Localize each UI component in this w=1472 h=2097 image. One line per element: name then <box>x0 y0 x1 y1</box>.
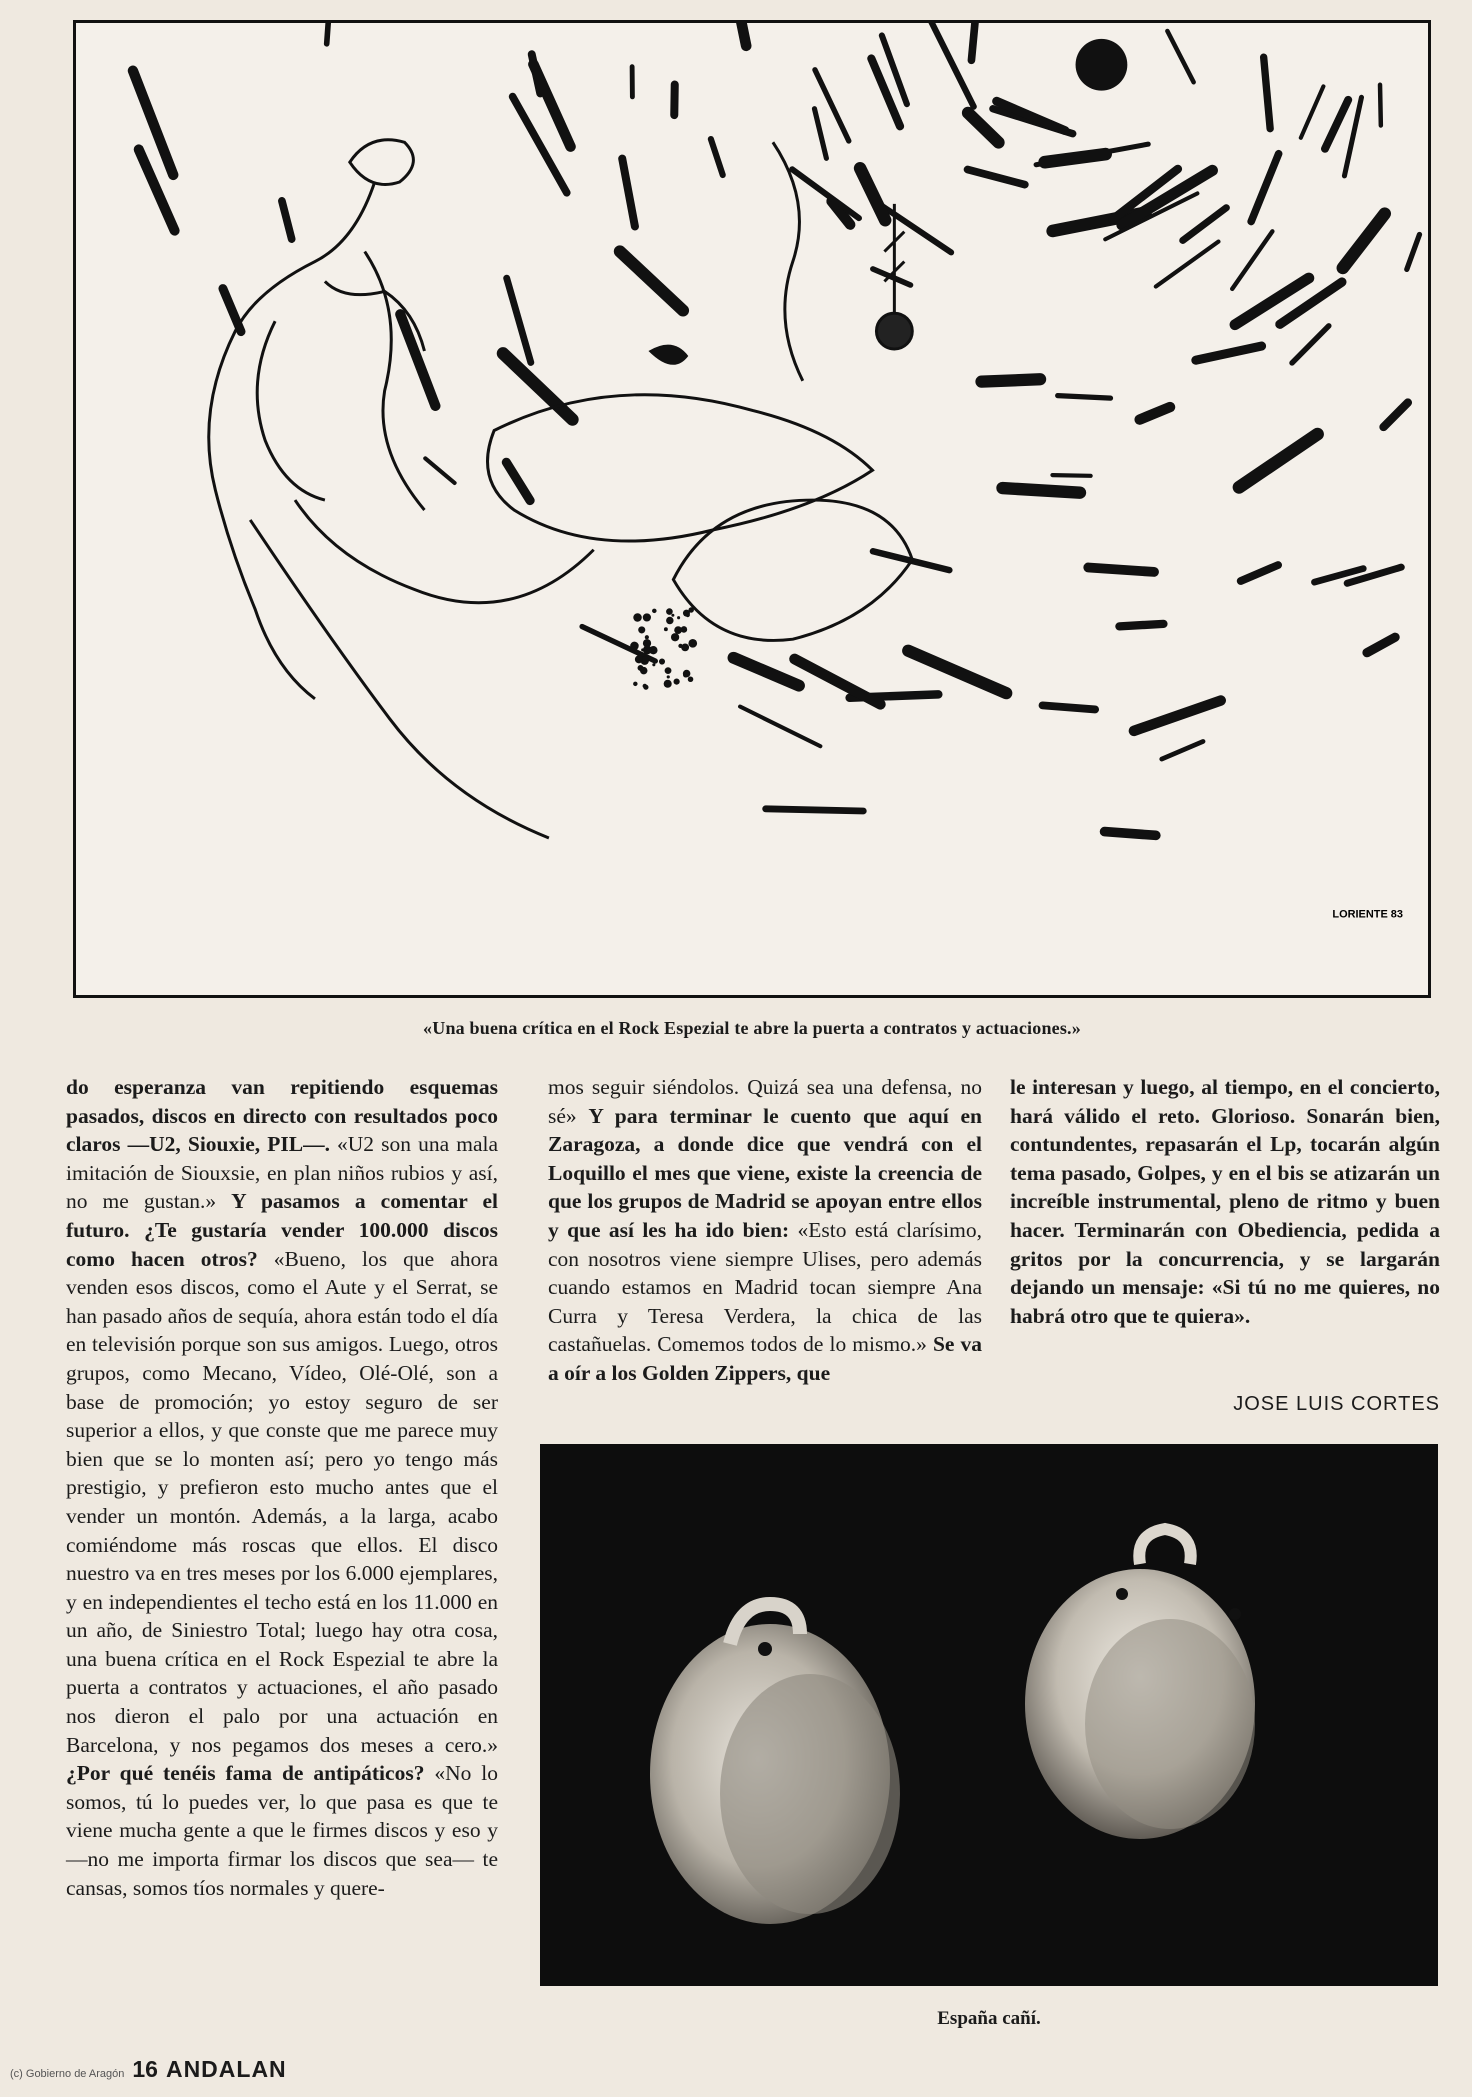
castanets-photo <box>540 1444 1438 1986</box>
artist-signature: LORIENTE 83 <box>1332 908 1404 921</box>
spatter-dot <box>677 616 680 619</box>
text-run: le interesan y luego, al tiempo, en el concierto, hará válido el reto. Glorioso. Sonarán bien, contundentes, repasarán el Lp, tocarán algún tema pasado, Golpes, y en el bis se atizarán un increíble instrumental, pleno de ritmo y buen hacer. Terminarán con Obediencia, pedida a gritos por la concurrencia, y se largarán dejando un mensaje: «Si tú no me quieres, no habrá otro que te quiera». <box>1010 1075 1440 1328</box>
shard-stroke <box>1251 154 1279 222</box>
spatter-dot <box>641 648 644 651</box>
text-run: «U2 son una mala imitación de Siouxsie, en plan niños rubios y así, no me gustan.» <box>66 1132 499 1214</box>
text-run: do esperanza van repitiendo esquemas pasados, discos en directo con resultados poco claros —U2, Siouxie, PIL—. <box>66 1075 498 1157</box>
page-number: 16 <box>132 2056 158 2082</box>
shard-stroke <box>1058 396 1111 399</box>
shard-stroke <box>908 651 1006 693</box>
spatter-dot <box>681 643 689 651</box>
shard-stroke <box>734 658 799 686</box>
text-run: mos seguir siéndolos. Quizá sea una defensa, no sé» <box>548 1075 982 1128</box>
column-paragraph <box>1010 1073 1440 1330</box>
spatter-dot <box>652 609 657 614</box>
column-paragraph <box>66 1073 498 1902</box>
spatter-dot <box>633 613 641 621</box>
shard-stroke <box>814 109 826 159</box>
spatter-dot <box>643 685 648 690</box>
shard-stroke <box>711 139 723 175</box>
shard-stroke <box>971 23 981 60</box>
spatter-dot <box>630 642 639 651</box>
shard-stroke <box>1052 475 1090 476</box>
shard-stroke <box>1232 231 1272 289</box>
shard-stroke <box>620 251 683 310</box>
spatter-dot <box>671 633 679 641</box>
spatter-dot <box>688 676 694 682</box>
spatter-dot <box>666 617 673 624</box>
spatter-dot <box>666 608 673 615</box>
spatter-dot <box>674 679 680 685</box>
shard-stroke <box>1134 701 1221 731</box>
spatter-dot <box>683 610 690 617</box>
shard-stroke <box>1343 214 1385 268</box>
shard-stroke <box>968 170 1025 185</box>
shard-stroke <box>873 269 911 285</box>
shard-stroke <box>533 64 570 146</box>
shard-stroke <box>1239 434 1317 487</box>
shard-stroke <box>1119 624 1163 627</box>
shard-stroke <box>425 458 454 483</box>
matador-figure <box>209 140 594 838</box>
shard-stroke <box>740 707 820 747</box>
spatter-dot <box>652 663 655 666</box>
spatter-dot <box>640 667 647 674</box>
shard-stroke <box>925 23 974 107</box>
shard-stroke <box>1043 705 1096 709</box>
spatter-dot <box>664 680 672 688</box>
article-column-3 <box>1010 1073 1440 1330</box>
magazine-name: ANDALAN <box>165 2056 287 2082</box>
article-column-1 <box>66 1073 498 1902</box>
shard-stroke <box>1407 234 1420 269</box>
spatter-dot <box>635 655 643 663</box>
shard-stroke <box>795 659 881 704</box>
shard-stroke <box>1105 832 1156 836</box>
shard-stroke <box>1264 57 1270 128</box>
castanet-left-shape <box>650 1604 900 1924</box>
shard-stroke <box>1156 242 1219 287</box>
text-run: ¿Por qué tenéis fama de antipáticos? <box>66 1761 435 1786</box>
castanet-right-shape <box>1025 1529 1255 1839</box>
shard-stroke <box>981 379 1040 381</box>
shard-stroke <box>1367 637 1395 652</box>
shard-stroke <box>1301 86 1324 137</box>
spatter-dot <box>638 626 645 633</box>
shard-stroke <box>1088 567 1154 571</box>
shard-stroke <box>506 462 530 500</box>
shard-stroke <box>1384 403 1408 427</box>
shard-stroke <box>1241 565 1278 581</box>
shard-stroke <box>1380 85 1381 126</box>
shard-stroke <box>1162 741 1203 759</box>
spatter-dot <box>674 626 682 634</box>
bullfight-drawing <box>76 23 1428 995</box>
page-footer <box>10 2056 287 2083</box>
photo-caption: España cañí. <box>937 2008 1041 2029</box>
article-column-2 <box>548 1073 982 1388</box>
shard-stroke <box>1325 100 1348 149</box>
shard-stroke <box>1140 407 1170 419</box>
spatter-dot <box>688 639 697 648</box>
shard-stroke <box>1235 278 1309 325</box>
illustration <box>73 20 1431 998</box>
shard-stroke <box>1292 326 1329 363</box>
text-run: Se va a oír a los Golden Zippers, que <box>548 1332 982 1385</box>
author-byline: JOSE LUIS CORTES <box>1233 1393 1440 1415</box>
shard-stroke <box>327 23 332 44</box>
shard-stroke <box>968 113 999 143</box>
spatter-dots <box>630 607 697 690</box>
spatter-dot <box>643 613 651 621</box>
shard-stroke <box>507 278 531 362</box>
shard-stroke <box>282 201 292 239</box>
bull-eye-shape <box>648 345 688 365</box>
spatter-dot <box>667 675 670 678</box>
shard-stroke <box>1183 208 1227 241</box>
shard-stroke <box>1003 488 1080 493</box>
text-run: «No lo somos, tú lo puedes ver, lo que pasa es que te viene mucha gente a que le firmes discos y eso y —no me importa firmar los discos que sea— te cansas, somos tíos normales y quere- <box>66 1761 499 1900</box>
shard-stroke <box>503 353 572 419</box>
illustration-caption: «Una buena crítica en el Rock Espezial te abre la puerta a contratos y actuaciones.» <box>423 1018 1081 1038</box>
shard-stroke <box>1167 31 1193 82</box>
shard-stroke <box>1045 154 1106 162</box>
text-run: Y pasamos a comentar el futuro. ¿Te gustaría vender 100.000 discos como hacen otros? <box>66 1189 498 1271</box>
spatter-dot <box>633 682 637 686</box>
spatter-dot <box>671 614 674 617</box>
spatter-dot <box>664 627 668 631</box>
spatter-dot <box>683 670 691 678</box>
spatter-dot <box>665 667 672 674</box>
spatter-dot <box>643 645 652 654</box>
shard-stroke <box>622 159 635 227</box>
copyright-notice: (c) Gobierno de Aragón <box>10 2068 125 2080</box>
sun-icon <box>1076 39 1128 91</box>
shard-stroke <box>860 168 885 220</box>
shard-stroke <box>792 169 859 218</box>
spatter-dot <box>659 659 665 665</box>
text-run: «Bueno, los que ahora venden esos discos, como el Aute y el Serrat, se han pasado años de sequía, ahora están todo el día en televisión porque son sus amigos. Luego, otros grupos, como Mecano, Vídeo, Olé-Olé, son a base de promoción; yo estoy seguro de ser superior a ellos, y que conste que me parece muy bien que se lo monten así; pero yo tengo más prestigio, y prefieron esto mucho antes que el vender un montón. Además, a la larga, acabo comiéndome más roscas que ellos. El disco nuestro va en tres meses por los 6.000 ejemplares, y en independientes el techo está en los 11.000 en un año, de Siniestro Total; luego hay otra cosa, una buena crítica en el Rock Espezial te abre la puerta a contratos y actuaciones, el año pasado nos dieron el palo por una actuación en Barcelona, y nos pegamos dos meses a cero.» <box>66 1246 498 1757</box>
shard-stroke <box>1196 346 1262 360</box>
shard-stroke <box>740 23 746 46</box>
shard-stroke <box>766 809 864 811</box>
text-run: «Esto está clarísimo, con nosotros viene siempre Ulises, pero además cuando estamos en Madrid tocan siempre Ana Curra y Teresa Verdera, la chica de las castañuelas. Comemos todos de lo mismo.» <box>548 1217 982 1357</box>
spatter-dot <box>645 635 649 639</box>
text-run: Y para terminar le cuento que aquí en Zaragoza, a donde dice que vendrá con el Loquillo el mes que viene, existe la creencia de que los grupos de Madrid se apoyan entre ellos y que así les ha ido bien: <box>548 1103 982 1242</box>
column-paragraph <box>548 1073 982 1388</box>
